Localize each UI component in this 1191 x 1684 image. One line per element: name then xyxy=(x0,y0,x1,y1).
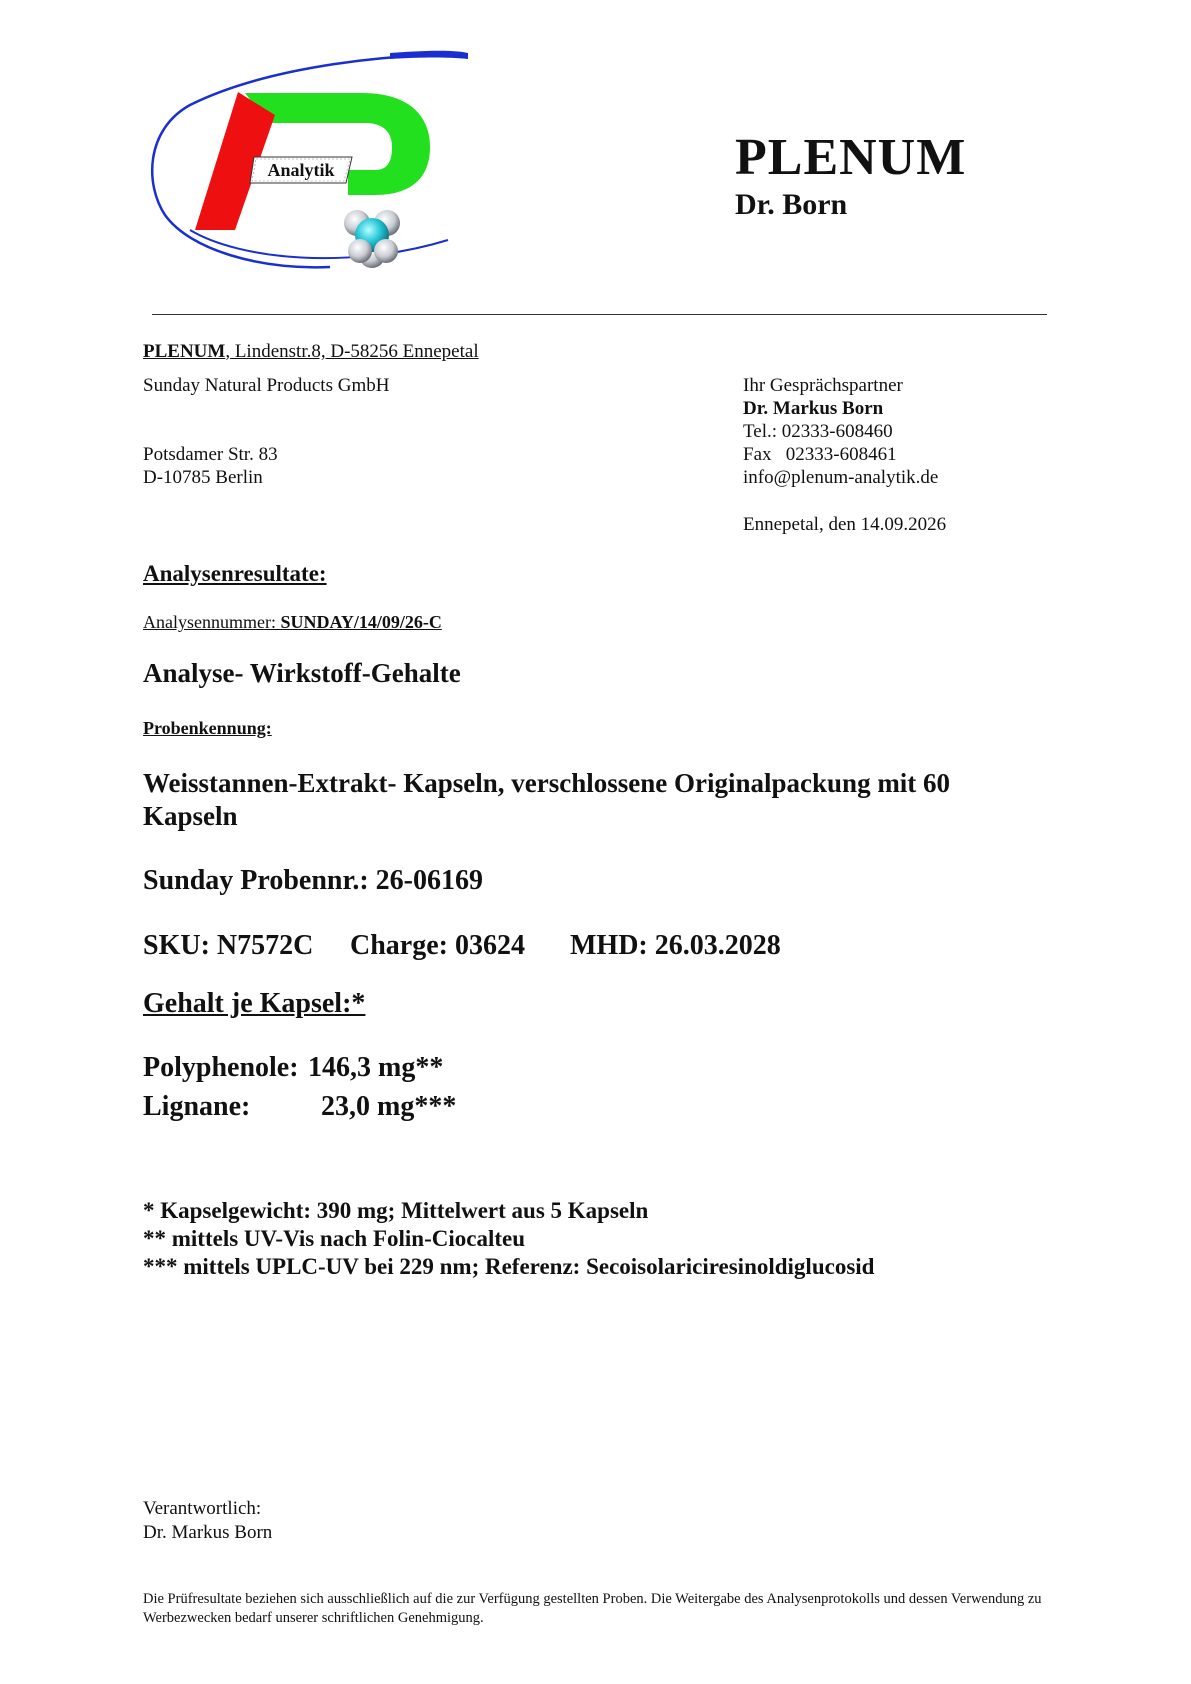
recipient-street: Potsdamer Str. 83 xyxy=(143,444,278,465)
footnote-3: *** mittels UPLC-UV bei 229 nm; Referenz: Secoisolariciresinoldiglucosid xyxy=(143,1254,875,1279)
results-heading: Analysenresultate: xyxy=(143,561,327,586)
company-subtitle: Dr. Born xyxy=(735,188,848,221)
analysis-title: Analyse- Wirkstoff-Gehalte xyxy=(143,658,461,688)
sender-line xyxy=(143,341,479,363)
analysis-number-value: SUNDAY/14/09/26-C xyxy=(280,612,442,632)
probe-number: Sunday Probennr.: 26-06169 xyxy=(143,865,483,896)
value-amount: 146,3 mg** xyxy=(308,1052,444,1083)
analysis-number-label: Analysennummer: xyxy=(143,612,281,632)
sender-name: PLENUM xyxy=(143,341,226,362)
footnote-1: * Kapselgewicht: 390 mg; Mittelwert aus 5 Kapseln xyxy=(143,1198,649,1223)
best-before: MHD: 26.03.2028 xyxy=(570,930,781,961)
value-name: Lignane: xyxy=(143,1091,251,1122)
value-name: Polyphenole: xyxy=(143,1052,299,1083)
sample-heading: Probenkennung: xyxy=(143,718,272,738)
logo-graphic xyxy=(150,45,470,290)
report-date: Ennepetal, den 14.09.2026 xyxy=(743,514,947,535)
header-divider xyxy=(152,314,1047,315)
value-amount: 23,0 mg*** xyxy=(321,1091,457,1122)
disclaimer: Die Prüfresultate beziehen sich ausschließlich auf die zur Verfügung gestellten Proben. Die Weitergabe des Analysenprotokolls und dessen Verwendung zu Werbezwecken bedarf unserer schriftlichen Genehmigung. xyxy=(143,1591,1042,1626)
footnote-2: ** mittels UV-Vis nach Folin-Ciocalteu xyxy=(143,1226,526,1251)
responsible-label: Verantwortlich: xyxy=(143,1498,262,1519)
contact-heading: Ihr Gesprächspartner xyxy=(743,375,903,396)
contact-email: info@plenum-analytik.de xyxy=(743,467,939,488)
contact-name: Dr. Markus Born xyxy=(743,398,884,419)
sku: SKU: N7572C xyxy=(143,930,314,961)
content-heading: Gehalt je Kapsel:* xyxy=(143,988,366,1019)
analysis-number xyxy=(143,612,442,633)
contact-fax: Fax 02333-608461 xyxy=(743,444,897,465)
value-row-polyphenole xyxy=(143,1052,743,1088)
company-name: PLENUM xyxy=(735,129,967,186)
logo-label: Analytik xyxy=(267,160,335,180)
recipient-city: D-10785 Berlin xyxy=(143,467,263,488)
sender-address: , Lindenstr.8, D-58256 Ennepetal xyxy=(225,341,479,362)
value-row-lignane xyxy=(143,1091,743,1127)
product-description: Weisstannen-Extrakt- Kapseln, verschlossene Originalpackung mit 60 Kapseln xyxy=(143,768,951,831)
contact-phone: Tel.: 02333-608460 xyxy=(743,421,893,442)
recipient-company: Sunday Natural Products GmbH xyxy=(143,375,390,396)
responsible-name: Dr. Markus Born xyxy=(143,1522,273,1543)
charge: Charge: 03624 xyxy=(350,930,525,961)
plenum-analytik-logo xyxy=(150,45,470,290)
